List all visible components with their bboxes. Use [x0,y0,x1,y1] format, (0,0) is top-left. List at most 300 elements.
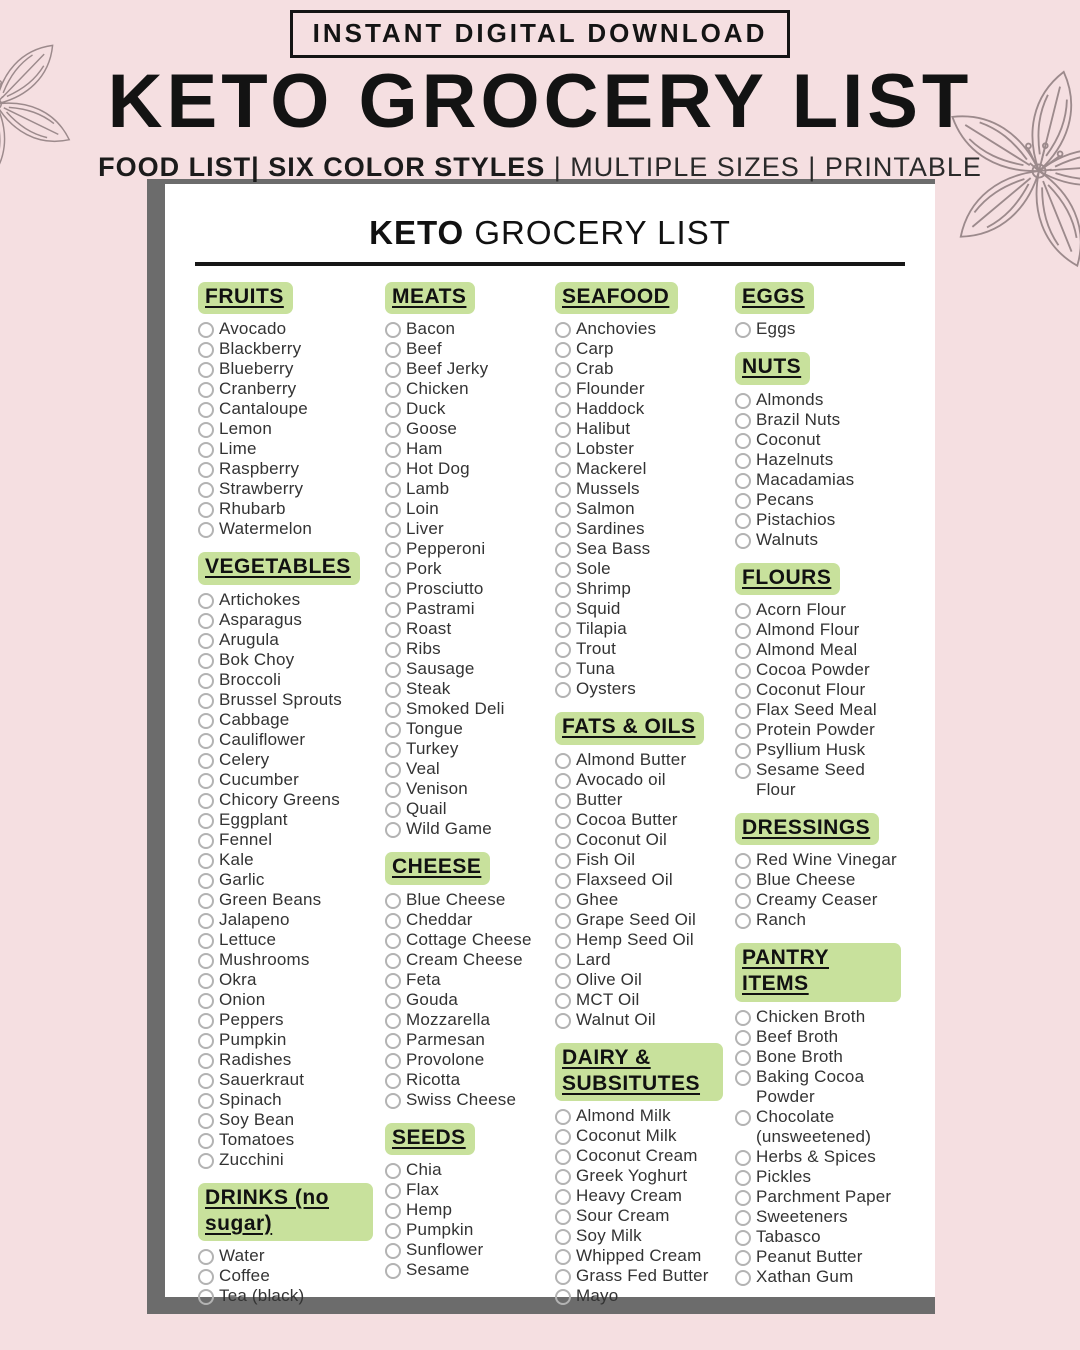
item-label: Hemp Seed Oil [576,929,694,949]
item-label: Tea (black) [219,1286,305,1305]
checkbox-icon[interactable] [198,1073,214,1089]
item-label: Rhubarb [219,499,286,519]
checkbox-icon[interactable] [735,1050,751,1066]
checkbox-icon[interactable] [735,1170,751,1186]
checkbox-icon[interactable] [555,642,571,658]
item-label: Sunflower [406,1239,484,1259]
checkbox-icon[interactable] [385,762,401,778]
checkbox-icon[interactable] [198,1053,214,1069]
checkbox-icon[interactable] [198,1269,214,1285]
item-label: Almond Meal [756,639,858,659]
checkbox-icon[interactable] [385,562,401,578]
checkbox-icon[interactable] [555,1149,571,1165]
item-label: Cottage Cheese [406,929,532,949]
item-label: Green Beans [219,889,322,909]
list-column [735,282,913,1300]
checkbox-icon[interactable] [735,893,751,909]
checkbox-icon[interactable] [385,622,401,638]
item-label: Macadamias [756,469,855,489]
checkbox-icon[interactable] [735,533,751,549]
checkbox-icon[interactable] [555,813,571,829]
list-item [735,1047,913,1067]
checkbox-icon[interactable] [198,793,214,809]
checkbox-icon[interactable] [735,743,751,759]
checkbox-icon[interactable] [555,522,571,538]
checkbox-icon[interactable] [198,502,214,518]
list-item [198,770,385,790]
checkbox-icon[interactable] [555,542,571,558]
list-item [385,1030,555,1050]
item-label: Ranch [756,910,807,929]
list-item [555,1126,735,1146]
checkbox-icon[interactable] [735,322,751,338]
checkbox-icon[interactable] [198,1289,214,1305]
checkbox-icon[interactable] [198,1013,214,1029]
list-item [735,620,913,640]
item-label: Feta [406,969,441,989]
checkbox-icon[interactable] [385,1013,401,1029]
checkbox-icon[interactable] [555,462,571,478]
checkbox-icon[interactable] [555,913,571,929]
item-label: Sesame Seed Flour [756,759,865,799]
item-label: Onion [219,989,266,1009]
checkbox-icon[interactable] [735,663,751,679]
checkbox-icon[interactable] [555,1269,571,1285]
item-label: Almond Flour [756,619,860,639]
item-label: Xathan Gum [756,1266,854,1286]
checkbox-icon[interactable] [735,513,751,529]
checkbox-icon[interactable] [385,1033,401,1049]
checkbox-icon[interactable] [198,633,214,649]
item-label: Beef Jerky [406,359,489,379]
checkbox-icon[interactable] [198,833,214,849]
item-label: Hemp [406,1199,453,1219]
list-item [735,850,913,870]
checkbox-icon[interactable] [555,1169,571,1185]
checkbox-icon[interactable] [385,342,401,358]
list-item [735,1227,913,1247]
checkbox-icon[interactable] [555,602,571,618]
checkbox-icon[interactable] [385,1093,401,1109]
checkbox-icon[interactable] [735,1150,751,1166]
item-label: Artichokes [219,589,301,609]
checkbox-icon[interactable] [385,933,401,949]
section-header: SEAFOOD [555,282,678,314]
list-item [385,419,555,439]
item-label: Ham [406,439,443,459]
list-item [555,1106,735,1126]
checkbox-icon[interactable] [555,662,571,678]
list-item [735,530,913,550]
checkbox-icon[interactable] [555,973,571,989]
list-item [385,1240,555,1260]
checkbox-icon[interactable] [555,873,571,889]
list-item [198,439,385,459]
section-pantry-items [735,943,913,1287]
checkbox-icon[interactable] [198,733,214,749]
checkbox-icon[interactable] [385,1183,401,1199]
checkbox-icon[interactable] [385,722,401,738]
checkbox-icon[interactable] [385,642,401,658]
list-item [198,419,385,439]
item-label: Parchment Paper [756,1186,892,1206]
item-label: Squid [576,599,621,619]
list-item [555,770,735,790]
item-label: Jalapeno [219,909,290,929]
checkbox-icon[interactable] [385,582,401,598]
checkbox-icon[interactable] [555,482,571,498]
item-label: Chicory Greens [219,789,340,809]
checkbox-icon[interactable] [735,473,751,489]
list-item [735,740,913,760]
list-item [555,1186,735,1206]
checkbox-icon[interactable] [555,1209,571,1225]
checkbox-icon[interactable] [555,893,571,909]
checkbox-icon[interactable] [385,953,401,969]
list-item [198,379,385,399]
list-item [735,910,913,930]
item-label: Red Wine Vinegar [756,850,897,869]
list-item [385,819,555,839]
checkbox-icon[interactable] [735,703,751,719]
item-label: Almond Butter [576,749,687,769]
checkbox-icon[interactable] [735,1070,751,1086]
item-label: Garlic [219,869,265,889]
checkbox-icon[interactable] [198,973,214,989]
section-vegetables [198,552,385,1169]
item-label: Almond Milk [576,1106,671,1125]
checkbox-icon[interactable] [735,853,751,869]
list-item [385,599,555,619]
checkbox-icon[interactable] [198,382,214,398]
checkbox-icon[interactable] [198,1033,214,1049]
checkbox-icon[interactable] [735,723,751,739]
list-item [385,699,555,719]
list-item [555,359,735,379]
checkbox-icon[interactable] [198,342,214,358]
checkbox-icon[interactable] [385,893,401,909]
item-label: Shrimp [576,579,632,599]
checkbox-icon[interactable] [198,753,214,769]
section-header: VEGETABLES [198,552,360,584]
checkbox-icon[interactable] [198,613,214,629]
checkbox-icon[interactable] [385,742,401,758]
item-label: Lamb [406,479,450,499]
checkbox-icon[interactable] [198,1093,214,1109]
checkbox-icon[interactable] [385,782,401,798]
list-item [555,970,735,990]
checkbox-icon[interactable] [555,833,571,849]
list-item [735,450,913,470]
list-item [385,639,555,659]
list-item [385,359,555,379]
item-label: Okra [219,969,257,989]
checkbox-icon[interactable] [735,763,751,779]
checkbox-icon[interactable] [198,522,214,538]
checkbox-icon[interactable] [735,603,751,619]
list-item [385,579,555,599]
checkbox-icon[interactable] [198,362,214,378]
item-label: Tuna [576,659,615,679]
list-item [555,639,735,659]
checkbox-icon[interactable] [198,713,214,729]
section-header: PANTRY ITEMS [735,943,901,1002]
checkbox-icon[interactable] [385,422,401,438]
list-item [735,490,913,510]
checkbox-icon[interactable] [555,582,571,598]
checkbox-icon[interactable] [385,322,401,338]
item-label: Cocoa Butter [576,809,678,829]
checkbox-icon[interactable] [385,1073,401,1089]
list-item [198,1286,385,1306]
item-label: Ricotta [406,1069,461,1089]
checkbox-icon[interactable] [735,1250,751,1266]
checkbox-icon[interactable] [198,953,214,969]
list-title-accent: KETO [369,214,465,251]
checkbox-icon[interactable] [198,933,214,949]
checkbox-icon[interactable] [555,793,571,809]
item-label: Coconut Cream [576,1146,698,1165]
list-item [198,1030,385,1050]
checkbox-icon[interactable] [555,622,571,638]
list-item [555,499,735,519]
checkbox-icon[interactable] [385,1053,401,1069]
section-header: MEATS [385,282,475,314]
list-item [735,1207,913,1227]
checkbox-icon[interactable] [198,402,214,418]
checkbox-icon[interactable] [198,653,214,669]
checkbox-icon[interactable] [735,683,751,699]
item-label: Coconut Flour [756,679,866,699]
item-label: Cantaloupe [219,399,308,419]
checkbox-icon[interactable] [735,643,751,659]
list-title [165,184,935,252]
list-item [198,650,385,670]
checkbox-icon[interactable] [385,1223,401,1239]
checkbox-icon[interactable] [735,433,751,449]
item-label: Mozzarella [406,1009,491,1029]
checkbox-icon[interactable] [385,682,401,698]
subtitle-light-part: | MULTIPLE SIZES | PRINTABLE [545,152,982,182]
checkbox-icon[interactable] [198,993,214,1009]
checkbox-icon[interactable] [555,342,571,358]
checkbox-icon[interactable] [555,773,571,789]
item-label: Herbs & Spices [756,1146,876,1166]
item-label: Arugula [219,629,279,649]
checkbox-icon[interactable] [198,462,214,478]
list-item [198,830,385,850]
checkbox-icon[interactable] [735,1230,751,1246]
list-item [198,339,385,359]
checkbox-icon[interactable] [735,623,751,639]
item-label: Flounder [576,379,645,399]
checkbox-icon[interactable] [198,853,214,869]
checkbox-icon[interactable] [555,402,571,418]
checkbox-icon[interactable] [198,442,214,458]
checkbox-icon[interactable] [385,802,401,818]
item-label: Lobster [576,439,635,459]
checkbox-icon[interactable] [385,822,401,838]
list-item [555,559,735,579]
checkbox-icon[interactable] [555,1129,571,1145]
checkbox-icon[interactable] [198,593,214,609]
item-label: Bone Broth [756,1046,844,1066]
checkbox-icon[interactable] [555,682,571,698]
section-eggs [735,282,913,339]
checkbox-icon[interactable] [198,422,214,438]
list-item [735,430,913,450]
checkbox-icon[interactable] [735,393,751,409]
item-label: Blue Cheese [406,889,506,909]
checkbox-icon[interactable] [198,693,214,709]
section-dairy-subsitutes [555,1043,735,1307]
checkbox-icon[interactable] [735,1030,751,1046]
item-label: Loin [406,499,439,519]
list-item [198,1150,385,1170]
checkbox-icon[interactable] [555,1189,571,1205]
checkbox-icon[interactable] [555,1109,571,1125]
checkbox-icon[interactable] [198,1133,214,1149]
checkbox-icon[interactable] [385,502,401,518]
checkbox-icon[interactable] [198,773,214,789]
item-label: Mayo [576,1286,619,1305]
section-seafood [555,282,735,699]
item-label: Halibut [576,419,631,439]
checkbox-icon[interactable] [735,913,751,929]
item-label: Coffee [219,1266,270,1285]
item-label: Strawberry [219,479,304,499]
list-item [385,1090,555,1110]
item-label: Gouda [406,989,459,1009]
list-item [735,1027,913,1047]
checkbox-icon[interactable] [385,1203,401,1219]
checkbox-icon[interactable] [385,702,401,718]
item-label: Parmesan [406,1029,486,1049]
checkbox-icon[interactable] [555,993,571,1009]
checkbox-icon[interactable] [735,493,751,509]
list-title-rest: GROCERY LIST [464,214,731,251]
checkbox-icon[interactable] [555,753,571,769]
item-label: Hot Dog [406,459,470,479]
checkbox-icon[interactable] [385,522,401,538]
checkbox-icon[interactable] [198,893,214,909]
checkbox-icon[interactable] [385,973,401,989]
item-label: Venison [406,779,468,799]
checkbox-icon[interactable] [385,1243,401,1259]
checkbox-icon[interactable] [198,913,214,929]
item-label: Coconut Milk [576,1126,677,1145]
checkbox-icon[interactable] [555,1289,571,1305]
checkbox-icon[interactable] [555,562,571,578]
checkbox-icon[interactable] [385,542,401,558]
checkbox-icon[interactable] [555,322,571,338]
checkbox-icon[interactable] [555,953,571,969]
checkbox-icon[interactable] [385,462,401,478]
checkbox-icon[interactable] [385,1263,401,1279]
checkbox-icon[interactable] [555,362,571,378]
checkbox-icon[interactable] [385,1163,401,1179]
checkbox-icon[interactable] [735,1110,751,1126]
checkbox-icon[interactable] [555,1229,571,1245]
list-item [555,519,735,539]
checkbox-icon[interactable] [735,873,751,889]
checkbox-icon[interactable] [198,813,214,829]
checkbox-icon[interactable] [555,1013,571,1029]
list-item [198,990,385,1010]
checkbox-icon[interactable] [555,933,571,949]
list-item [198,710,385,730]
checkbox-icon[interactable] [198,1153,214,1169]
list-item [735,1247,913,1267]
checkbox-icon[interactable] [198,873,214,889]
item-label: Tilapia [576,619,627,639]
list-item [198,1090,385,1110]
list-item [735,470,913,490]
checkbox-icon[interactable] [198,322,214,338]
checkbox-icon[interactable] [198,673,214,689]
item-label: Sweeteners [756,1206,848,1226]
item-label: Grape Seed Oil [576,909,696,929]
checkbox-icon[interactable] [385,913,401,929]
checkbox-icon[interactable] [735,413,751,429]
item-label: Oysters [576,679,636,699]
list-item [555,419,735,439]
section-drinks-no-sugar [198,1183,385,1307]
checkbox-icon[interactable] [555,1249,571,1265]
checkbox-icon[interactable] [735,1010,751,1026]
list-item [198,1110,385,1130]
list-item [198,499,385,519]
checkbox-icon[interactable] [735,1190,751,1206]
list-item [385,659,555,679]
checkbox-icon[interactable] [385,442,401,458]
item-label: Prosciutto [406,579,484,599]
checkbox-icon[interactable] [555,502,571,518]
checkbox-icon[interactable] [385,993,401,1009]
checkbox-icon[interactable] [735,1270,751,1286]
list-item [735,1107,913,1147]
list-item [198,630,385,650]
item-label: Eggs [756,319,796,339]
item-label: Blue Cheese [756,870,856,889]
checkbox-icon[interactable] [385,382,401,398]
list-item [385,890,555,910]
section-header: FATS & OILS [555,712,704,744]
checkbox-icon[interactable] [385,482,401,498]
checkbox-icon[interactable] [385,402,401,418]
item-label: Avocado oil [576,769,666,789]
checkbox-icon[interactable] [735,453,751,469]
section-fruits [198,282,385,539]
list-item [385,779,555,799]
checkbox-icon[interactable] [735,1210,751,1226]
checkbox-icon[interactable] [198,1249,214,1265]
checkbox-icon[interactable] [385,662,401,678]
checkbox-icon[interactable] [385,362,401,378]
item-label: Duck [406,399,446,419]
checkbox-icon[interactable] [555,442,571,458]
list-item [198,519,385,539]
checkbox-icon[interactable] [198,1113,214,1129]
item-label: Brazil Nuts [756,409,841,429]
checkbox-icon[interactable] [555,853,571,869]
list-item [385,619,555,639]
checkbox-icon[interactable] [555,382,571,398]
checkbox-icon[interactable] [555,422,571,438]
list-item [555,850,735,870]
checkbox-icon[interactable] [198,482,214,498]
checkbox-icon[interactable] [385,602,401,618]
